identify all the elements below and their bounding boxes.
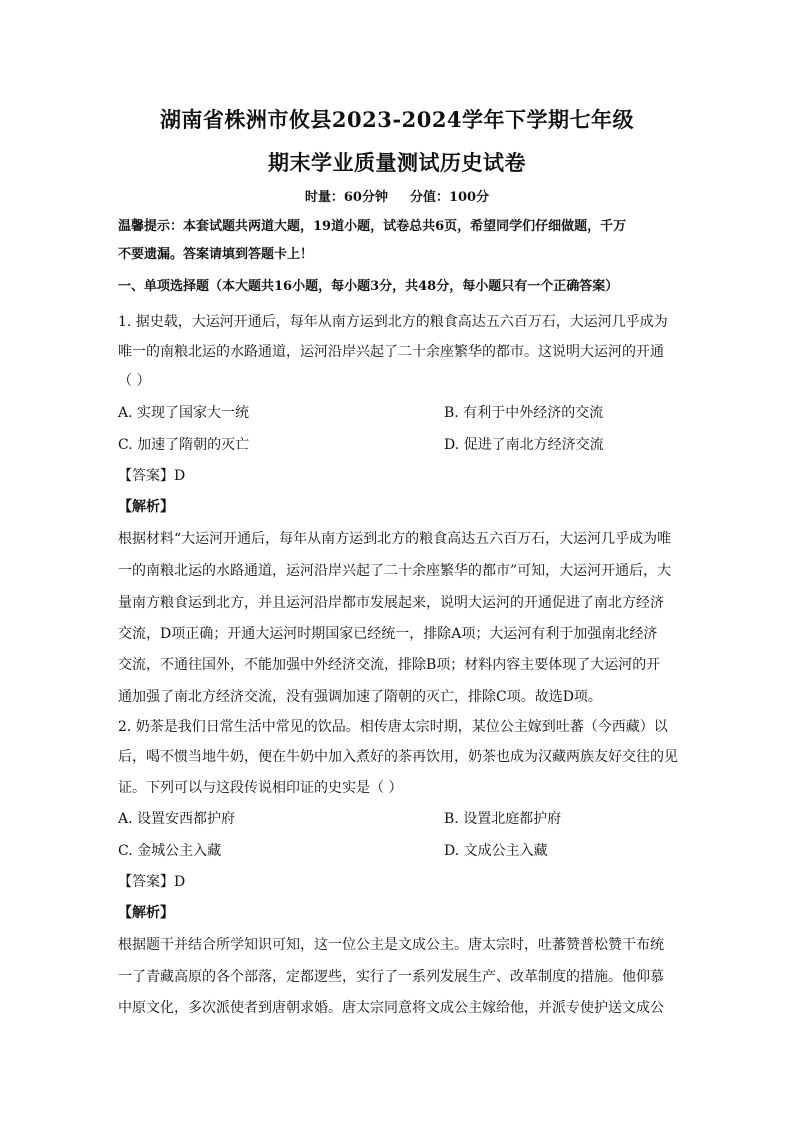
q2-analysis-line: 中原文化，多次派使者到唐朝求婚。唐太宗同意将文成公主嫁给他，并派专使护送文成公 — [118, 1000, 664, 1016]
exam-title-line2: 期末学业质量测试历史试卷 — [268, 150, 526, 175]
q1-stem-line: （ ） — [118, 373, 151, 389]
exam-time: 时量：60分钟 — [304, 190, 388, 205]
notice-line2: 不要遗漏。答案请填到答题卡上！ — [118, 247, 314, 262]
q1-stem-line: 唯一的南粮北运的水路通道，运河沿岸兴起了二十余座繁华的都市。这说明大运河的开通 — [118, 344, 664, 360]
q2-option-c: C. 金城公主入藏 — [118, 843, 222, 859]
q1-stem-line: 1. 据史载，大运河开通后，每年从南方运到北方的粮食高达五六百万石，大运河几乎成为 — [118, 314, 668, 330]
q1-option-d: D. 促进了南北方经济交流 — [444, 437, 604, 453]
q2-stem-line: 后，喝不惯当地牛奶，便在牛奶中加入煮好的茶再饮用，奶茶也成为汉藏两族友好交往的见 — [118, 749, 678, 765]
q1-analysis-line: 一的南粮北运的水路通道，运河沿岸兴起了二十余座繁华的都市”可知，大运河开通后，大 — [118, 563, 672, 579]
q2-stem-line: 证。下列可以与这段传说相印证的史实是（ ） — [118, 780, 403, 796]
q2-option-a: A. 设置安西都护府 — [118, 811, 236, 827]
q1-analysis-line: 交流，不通往国外，不能加强中外经济交流，排除B项；材料内容主要体现了大运河的开 — [118, 657, 661, 673]
q1-analysis-line: 通加强了南北方经济交流，没有强调加速了隋朝的灭亡，排除C项。故选D项。 — [118, 689, 602, 705]
q1-analysis-label: 【解析】 — [118, 499, 174, 515]
exam-score: 分值：100分 — [409, 190, 490, 205]
q2-stem-line: 2. 奶茶是我们日常生活中常见的饮品。相传唐太宗时期，某位公主嫁到吐蕃（今西藏）以 — [118, 719, 668, 735]
q1-analysis-line: 根据材料“大运河开通后，每年从南方运到北方的粮食高达五六百万石，大运河几乎成为唯 — [118, 531, 672, 547]
q2-answer: 【答案】D — [118, 874, 186, 890]
section-heading: 一、单项选择题（本大题共16小题，每小题3分，共48分，每小题只有一个正确答案） — [118, 279, 619, 294]
q2-analysis-line: 根据题干并结合所学知识可知，这一位公主是文成公主。唐太宗时，吐蕃赞普松赞干布统 — [118, 937, 664, 953]
exam-meta — [0, 186, 794, 205]
q1-analysis-line: 量南方粮食运到北方，并且运河沿岸都市发展起来，说明大运河的开通促进了南北方经济 — [118, 595, 664, 611]
q2-option-d: D. 文成公主入藏 — [444, 843, 548, 859]
q2-analysis-line: 一了青藏高原的各个部落，定都逻些，实行了一系列发展生产、改革制度的措施。他仰慕 — [118, 969, 664, 985]
q1-option-c: C. 加速了隋朝的灭亡 — [118, 437, 250, 453]
q1-answer: 【答案】D — [118, 468, 186, 484]
q1-option-a: A. 实现了国家大一统 — [118, 405, 250, 421]
q2-analysis-label: 【解析】 — [118, 905, 174, 921]
q1-analysis-line: 交流，D项正确；开通大运河时期国家已经统一，排除A项；大运河有利于加强南北经济 — [118, 626, 658, 642]
exam-title-line1: 湖南省株洲市攸县2023-2024学年下学期七年级 — [159, 107, 635, 132]
q2-option-b: B. 设置北庭都护府 — [444, 811, 562, 827]
q1-option-b: B. 有利于中外经济的交流 — [444, 405, 604, 421]
notice-line1: 温馨提示：本套试题共两道大题，19道小题，试卷总共6页，希望同学们仔细做题，千万 — [118, 219, 627, 234]
